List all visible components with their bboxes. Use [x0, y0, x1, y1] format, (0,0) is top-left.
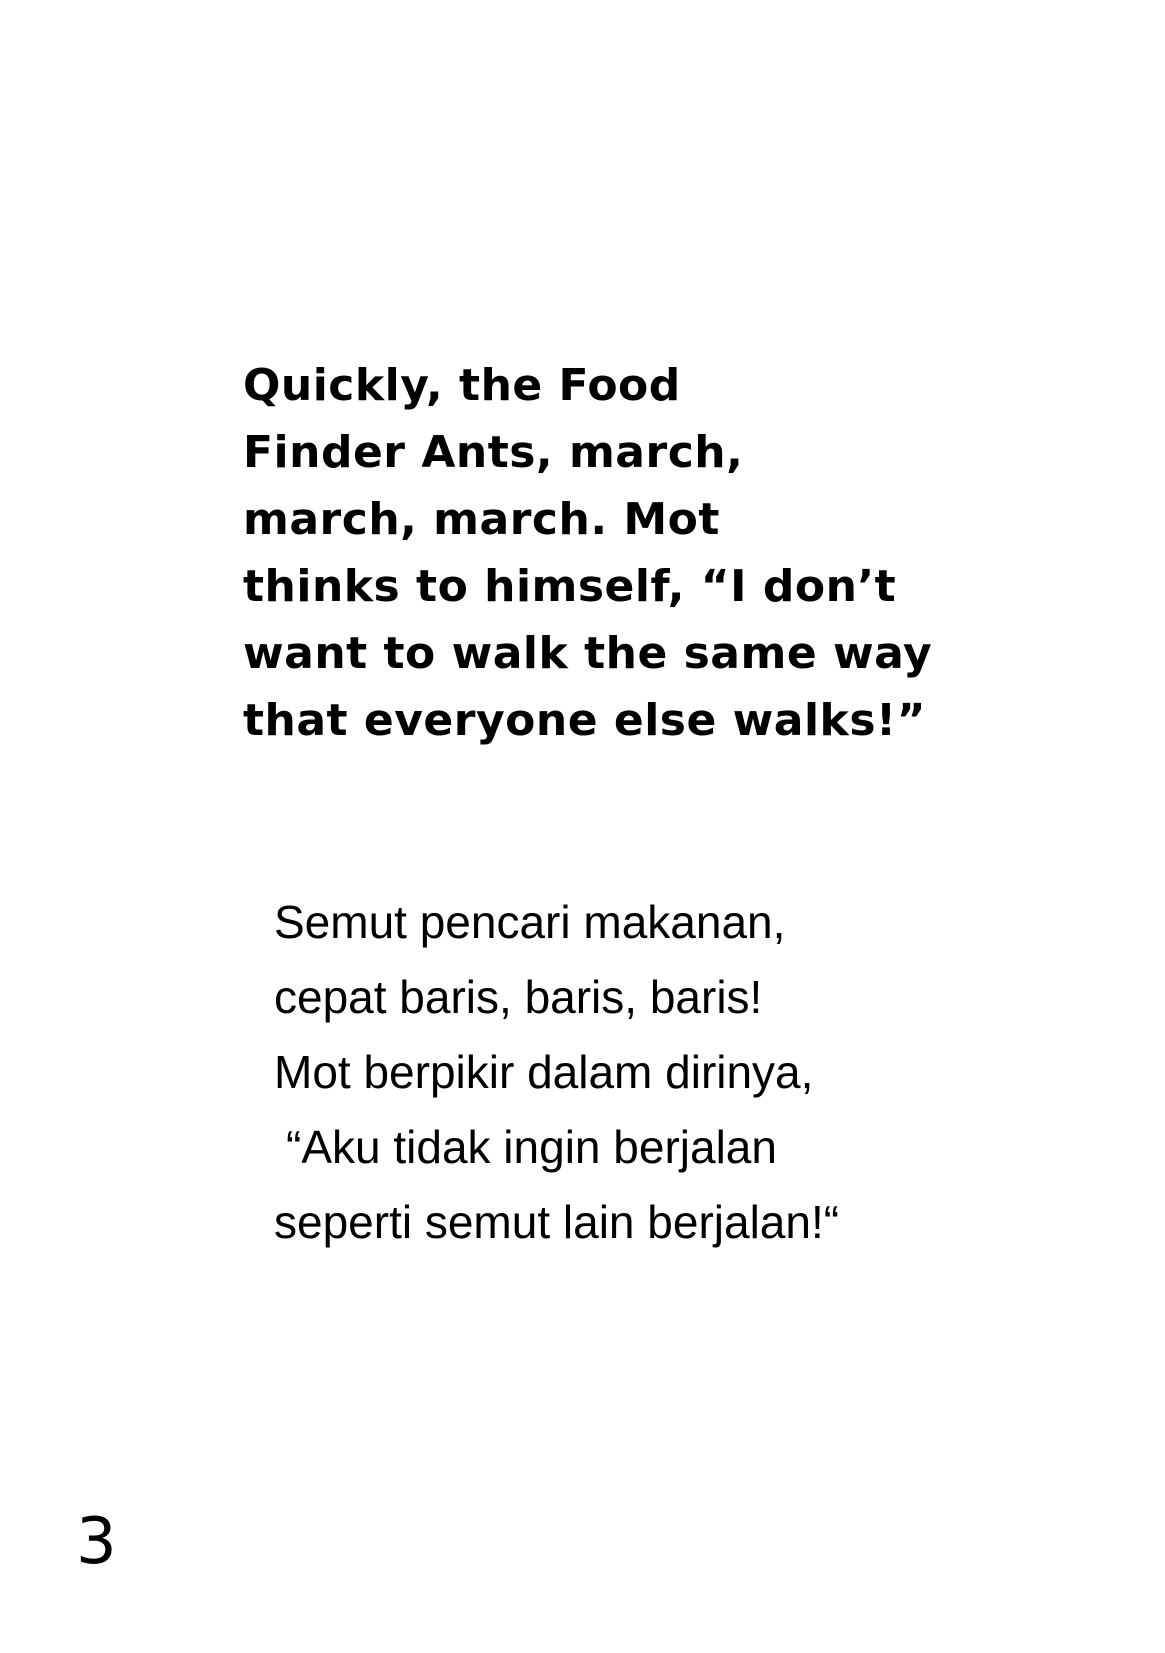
indonesian-line: cepat baris, baris, baris!: [274, 971, 763, 1023]
english-line: want to walk the same way: [243, 628, 933, 679]
indonesian-line: seperti semut lain berjalan!“: [274, 1196, 840, 1248]
english-line: march, march. Mot: [243, 494, 720, 545]
indonesian-line: Mot berpikir dalam dirinya,: [274, 1046, 814, 1098]
english-line: Finder Ants, march,: [243, 427, 744, 478]
english-text-block: [243, 352, 932, 754]
page-number: 3: [76, 1505, 117, 1579]
indonesian-line: “Aku tidak ingin berjalan: [286, 1121, 777, 1173]
english-line: that everyone else walks!”: [243, 695, 926, 746]
english-line: thinks to himself, “I don’t: [243, 561, 897, 612]
indonesian-text-block: [274, 885, 839, 1260]
english-line: Quickly, the Food: [243, 360, 681, 411]
indonesian-line: Semut pencari makanan,: [274, 896, 786, 948]
